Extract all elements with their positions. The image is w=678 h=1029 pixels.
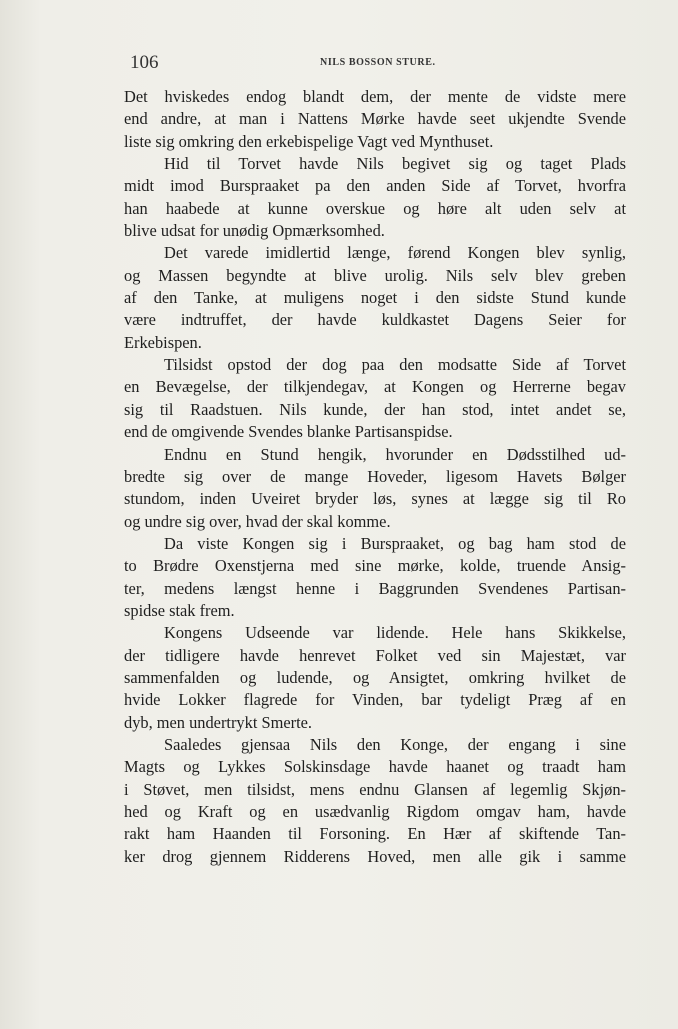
text-line: blive udsat for unødig Opmærksomhed. bbox=[124, 221, 385, 241]
body-text bbox=[124, 86, 626, 868]
text-line: og undre sig over, hvad der skal komme. bbox=[124, 511, 391, 531]
text-line: ter, medens længst henne i Baggrunden Svendenes Partisan- bbox=[124, 578, 626, 598]
text-line: ker drog gjennem Ridderens Hoved, men alle gik i samme bbox=[124, 846, 626, 866]
text-line: stundom, inden Uveiret bryder løs, synes at lægge sig til Ro bbox=[124, 489, 626, 509]
text-line: bredte sig over de mange Hoveder, ligesom Havets Bølger bbox=[124, 466, 626, 486]
text-line: Saaledes gjensaa Nils den Konge, der engang i sine bbox=[164, 734, 626, 754]
text-line: en Bevægelse, der tilkjendegav, at Kongen og Herrerne begav bbox=[124, 377, 626, 397]
text-line: end andre, at man i Nattens Mørke havde seet ukjendte Svende bbox=[124, 109, 626, 129]
text-line: Da viste Kongen sig i Burspraaket, og bag ham stod de bbox=[164, 533, 626, 553]
text-line: sammenfalden og ludende, og Ansigtet, omkring hvilket de bbox=[124, 667, 626, 687]
text-line: være indtruffet, der havde kuldkastet Dagens Seier for bbox=[124, 310, 626, 330]
running-title: NILS BOSSON STURE. bbox=[320, 57, 436, 68]
text-line: dyb, men undertrykt Smerte. bbox=[124, 712, 312, 732]
text-line: Kongens Udseende var lidende. Hele hans Skikkelse, bbox=[164, 623, 626, 643]
text-line: spidse stak frem. bbox=[124, 600, 235, 620]
text-line: hvide Lokker flagrede for Vinden, bar tydeligt Præg af en bbox=[124, 690, 626, 710]
text-line: end de omgivende Svendes blanke Partisanspidse. bbox=[124, 422, 453, 442]
text-line: to Brødre Oxenstjerna med sine mørke, kolde, truende Ansig- bbox=[124, 556, 626, 576]
page-number: 106 bbox=[130, 52, 159, 73]
text-line: der tidligere havde henrevet Folket ved sin Majestæt, var bbox=[124, 645, 626, 665]
text-line: Det hviskedes endog blandt dem, der mente de vidste mere bbox=[124, 87, 626, 106]
text-line: af den Tanke, at muligens noget i den sidste Stund kunde bbox=[124, 288, 626, 308]
text-line: Det varede imidlertid længe, førend Kongen blev synlig, bbox=[164, 243, 626, 263]
text-line: rakt ham Haanden til Forsoning. En Hær af skiftende Tan- bbox=[124, 824, 626, 844]
text-line: Hid til Torvet havde Nils begivet sig og taget Plads bbox=[164, 154, 626, 174]
text-line: han haabede at kunne overskue og høre alt uden selv at bbox=[124, 198, 626, 218]
text-line: i Støvet, men tilsidst, mens endnu Glansen af legemlig Skjøn- bbox=[124, 779, 626, 799]
text-line: hed og Kraft og en usædvanlig Rigdom omgav ham, havde bbox=[124, 802, 626, 821]
text-line: liste sig omkring den erkebispelige Vagt ved Mynthuset. bbox=[124, 131, 494, 151]
text-line: Magts og Lykkes Solskinsdage havde haanet og traadt ham bbox=[124, 757, 626, 777]
text-line: Tilsidst opstod der dog paa den modsatte Side af Torvet bbox=[164, 355, 626, 375]
text-line: og Massen begyndte at blive urolig. Nils selv blev greben bbox=[124, 265, 626, 285]
text-line: sig til Raadstuen. Nils kunde, der han stod, intet andet se, bbox=[124, 399, 626, 419]
page-header bbox=[130, 52, 630, 76]
text-line: Endnu en Stund hengik, hvorunder en Dødsstilhed ud- bbox=[164, 444, 626, 464]
text-line: Erkebispen. bbox=[124, 332, 202, 352]
text-line: midt imod Burspraaket pa den anden Side af Torvet, hvorfra bbox=[124, 176, 626, 196]
